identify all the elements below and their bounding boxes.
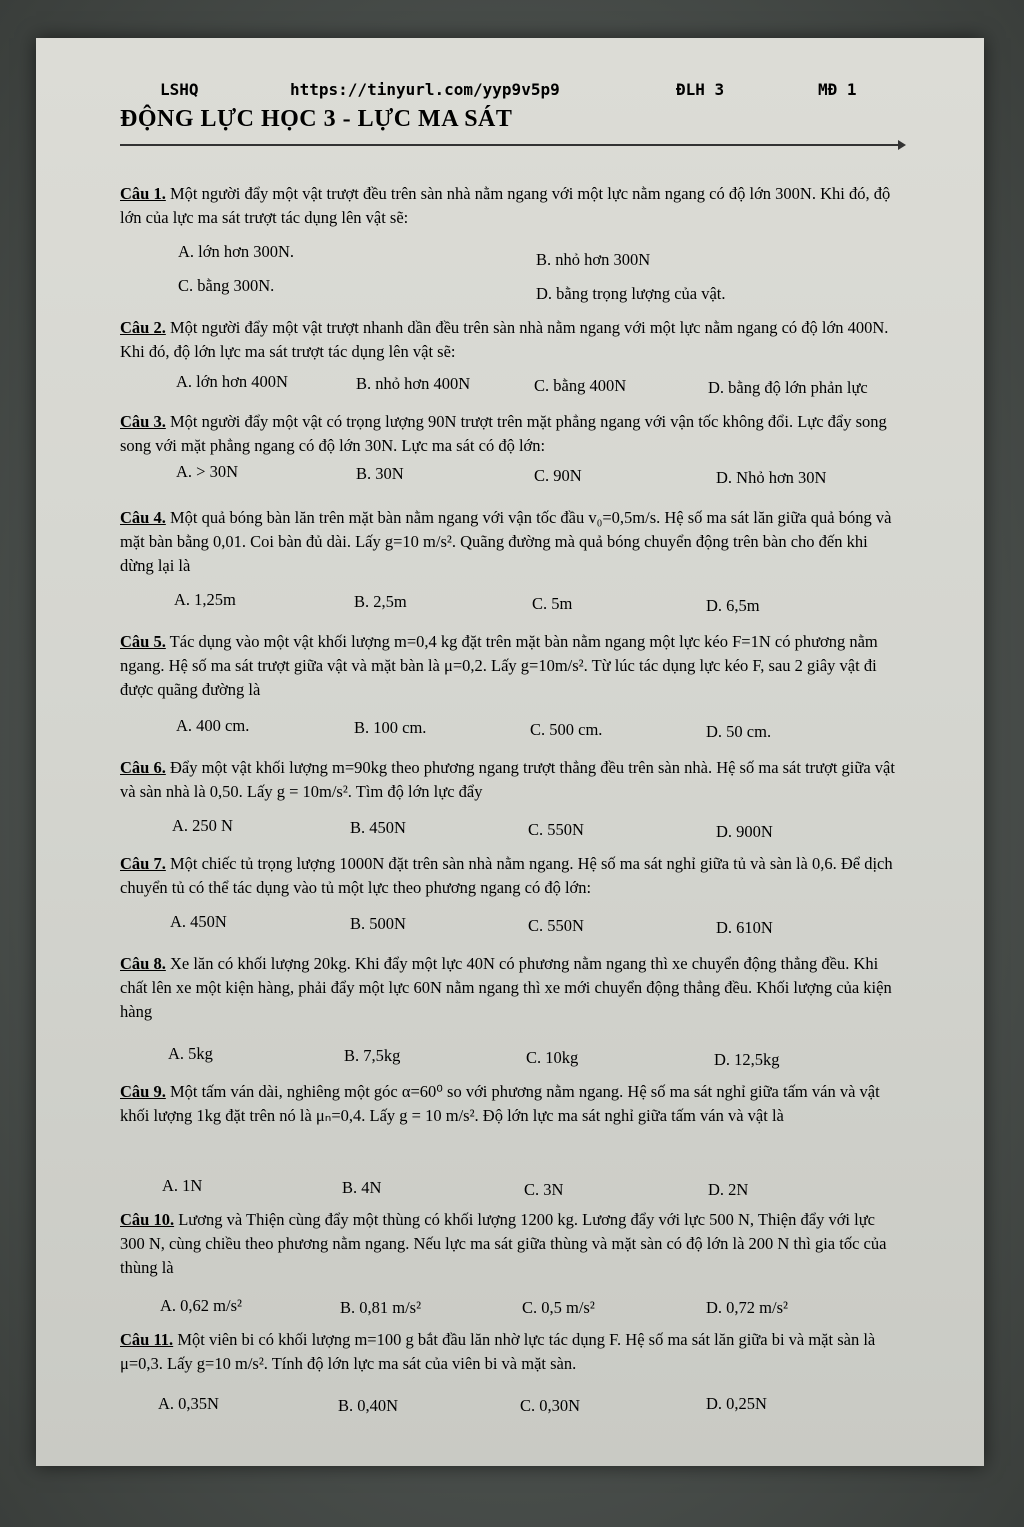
question-number: Câu 5. <box>120 632 166 651</box>
question-3 <box>120 410 900 458</box>
question-text: Một người đẩy một vật có trọng lượng 90N trượt trên mặt phẳng ngang với vận tốc không đổi. Lực đẩy song song với mặt phẳng ngang có độ lớn 30N. Lực ma sát có độ lớn: <box>120 412 887 455</box>
option-c[interactable]: C. 5m <box>532 594 573 613</box>
question-text: Một viên bi có khối lượng m=100 g bắt đầu lăn nhờ lực tác dụng F. Hệ số ma sát lăn giữa bi và mặt sàn là μ=0,3. Lấy g=10 m/s². Tính độ lớn lực ma sát của viên bi và mặt sàn. <box>120 1330 876 1373</box>
question-number: Câu 1. <box>120 184 166 203</box>
header-version: MĐ 1 <box>818 80 857 99</box>
question-text: Một tấm ván dài, nghiêng một góc α=60⁰ so với phương nằm ngang. Hệ số ma sát nghỉ giữa tấm ván và vật khối lượng 1kg đặt trên nó là μₙ=0,4. Lấy g = 10 m/s². Độ lớn lực ma sát nghỉ giữa tấm ván và vật là <box>120 1082 880 1125</box>
question-text: Một chiếc tủ trọng lượng 1000N đặt trên sàn nhà nằm ngang. Hệ số ma sát nghỉ giữa tủ và sàn là 0,6. Để dịch chuyển tủ có thể tác dụng vào tủ một lực theo phương ngang có độ lớn: <box>120 854 893 897</box>
option-d[interactable]: D. 6,5m <box>706 596 760 615</box>
option-a[interactable]: A. 400 cm. <box>176 716 250 735</box>
question-8 <box>120 952 900 1024</box>
question-11 <box>120 1328 900 1376</box>
question-9 <box>120 1080 900 1128</box>
option-b[interactable]: B. nhỏ hơn 400N <box>356 374 471 393</box>
option-a[interactable]: A. 0,35N <box>158 1394 219 1413</box>
question-number: Câu 9. <box>120 1082 166 1101</box>
header-school: LSHQ <box>160 80 199 99</box>
question-text: Đẩy một vật khối lượng m=90kg theo phương ngang trượt thẳng đều trên sàn nhà. Hệ số ma sát trượt giữa vật và sàn nhà là 0,50. Lấy g = 10m/s². Tìm độ lớn lực đẩy <box>120 758 895 801</box>
option-c[interactable]: C. bằng 400N <box>534 376 627 395</box>
option-c[interactable]: C. 3N <box>524 1180 564 1199</box>
option-c[interactable]: C. 550N <box>528 820 584 839</box>
option-b[interactable]: B. 450N <box>350 818 406 837</box>
question-1 <box>120 182 900 230</box>
header-code: ĐLH 3 <box>676 80 725 99</box>
option-d[interactable]: D. 50 cm. <box>706 722 772 741</box>
question-text: Một người đẩy một vật trượt nhanh dần đều trên sàn nhà nằm ngang với một lực nằm ngang có độ lớn 400N. Khi đó, độ lớn lực ma sát trượt tác dụng lên vật sẽ: <box>120 318 889 361</box>
option-d[interactable]: D. 12,5kg <box>714 1050 780 1069</box>
question-number: Câu 2. <box>120 318 166 337</box>
option-a[interactable]: A. 1,25m <box>174 590 236 609</box>
option-b[interactable]: B. 100 cm. <box>354 718 427 737</box>
option-d[interactable]: D. bằng trọng lượng của vật. <box>536 284 726 303</box>
question-number: Câu 10. <box>120 1210 175 1229</box>
question-6 <box>120 756 900 804</box>
option-d[interactable]: D. 610N <box>716 918 773 937</box>
option-a[interactable]: A. lớn hơn 400N <box>176 372 288 391</box>
question-text: Một người đẩy một vật trượt đều trên sàn nhà nằm ngang với một lực nằm ngang có độ lớn 300N. Khi đó, độ lớn của lực ma sát trượt tác dụng lên vật sẽ: <box>120 184 891 227</box>
question-number: Câu 11. <box>120 1330 174 1349</box>
question-number: Câu 8. <box>120 954 166 973</box>
option-b[interactable]: B. 4N <box>342 1178 382 1197</box>
option-b[interactable]: B. 30N <box>356 464 404 483</box>
option-a[interactable]: A. 450N <box>170 912 227 931</box>
option-a[interactable]: A. > 30N <box>176 462 239 481</box>
option-c[interactable]: C. bằng 300N. <box>178 276 275 295</box>
question-number: Câu 4. <box>120 508 166 527</box>
option-c[interactable]: C. 90N <box>534 466 582 485</box>
option-d[interactable]: D. 0,72 m/s² <box>706 1298 788 1317</box>
option-d[interactable]: D. 900N <box>716 822 773 841</box>
option-c[interactable]: C. 500 cm. <box>530 720 603 739</box>
question-4 <box>120 506 900 578</box>
option-b[interactable]: B. 0,40N <box>338 1396 399 1415</box>
title-divider <box>120 144 900 146</box>
option-a[interactable]: A. 250 N <box>172 816 233 835</box>
question-5 <box>120 630 900 702</box>
option-a[interactable]: A. 5kg <box>168 1044 213 1063</box>
option-a[interactable]: A. lớn hơn 300N. <box>178 242 294 261</box>
option-c[interactable]: C. 550N <box>528 916 584 935</box>
question-number: Câu 3. <box>120 412 166 431</box>
option-b[interactable]: B. 7,5kg <box>344 1046 401 1065</box>
option-c[interactable]: C. 10kg <box>526 1048 579 1067</box>
option-c[interactable]: C. 0,30N <box>520 1396 581 1415</box>
option-a[interactable]: A. 1N <box>162 1176 203 1195</box>
header-link[interactable]: https://tinyurl.com/yyp9v5p9 <box>290 80 560 99</box>
question-7 <box>120 852 900 900</box>
option-b[interactable]: B. 0,81 m/s² <box>340 1298 422 1317</box>
option-d[interactable]: D. 2N <box>708 1180 749 1199</box>
question-text: Xe lăn có khối lượng 20kg. Khi đẩy một lực 40N có phương nằm ngang thì xe chuyển động thẳng đều. Khi chất lên xe một kiện hàng, phải đẩy một lực 60N nằm ngang thì xe mới chuyển động thẳng đều. Khối lượng của kiện hàng <box>120 954 892 1021</box>
option-c[interactable]: C. 0,5 m/s² <box>522 1298 595 1317</box>
option-d[interactable]: D. bằng độ lớn phản lực <box>708 378 868 397</box>
question-text: Lương và Thiện cùng đẩy một thùng có khối lượng 1200 kg. Lương đẩy với lực 500 N, Thiện đẩy với lực 300 N, cùng chiều theo phương nằm ngang. Nếu lực ma sát giữa thùng và mặt sàn có độ lớn là 200 N thì gia tốc của thùng là <box>120 1210 887 1277</box>
option-b[interactable]: B. nhỏ hơn 300N <box>536 250 651 269</box>
option-a[interactable]: A. 0,62 m/s² <box>160 1296 242 1315</box>
question-number: Câu 7. <box>120 854 166 873</box>
option-d[interactable]: D. Nhỏ hơn 30N <box>716 468 827 487</box>
option-b[interactable]: B. 500N <box>350 914 406 933</box>
page-title: ĐỘNG LỰC HỌC 3 - LỰC MA SÁT <box>120 106 513 132</box>
question-2 <box>120 316 900 364</box>
question-number: Câu 6. <box>120 758 166 777</box>
question-10 <box>120 1208 900 1280</box>
question-text: Tác dụng vào một vật khối lượng m=0,4 kg đặt trên mặt bàn nằm ngang một lực kéo F=1N có phương nằm ngang. Hệ số ma sát trượt giữa vật và mặt bàn là μ=0,2. Lấy g=10m/s². Từ lúc tác dụng lực kéo F, sau 2 giây vật đi được quãng đường là <box>120 632 878 699</box>
question-text: Một quả bóng bàn lăn trên mặt bàn nằm ngang với vận tốc đầu v₀=0,5m/s. Hệ số ma sát lăn giữa quả bóng và mặt bàn bằng 0,01. Coi bàn đủ dài. Lấy g=10 m/s². Quãng đường mà quả bóng chuyển động trên bàn cho đến khi dừng lại là <box>120 508 892 575</box>
option-b[interactable]: B. 2,5m <box>354 592 407 611</box>
option-d[interactable]: D. 0,25N <box>706 1394 767 1413</box>
